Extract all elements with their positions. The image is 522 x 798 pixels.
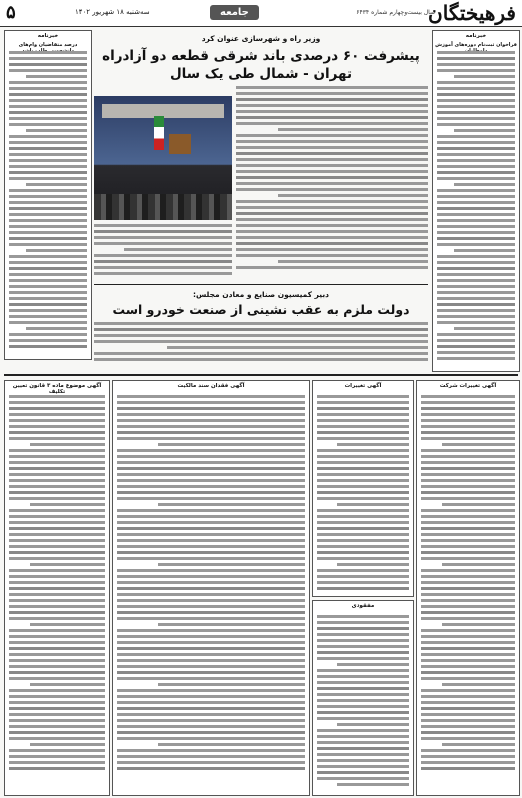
- notice-title-1: آگهی تغییرات شرکت: [439, 383, 497, 389]
- notice-title-3: مفقودی: [351, 603, 375, 609]
- notice-title-4: آگهی فقدان سند مالکیت: [177, 383, 245, 389]
- notice-body-5: [9, 395, 105, 791]
- left-column-box: [4, 30, 92, 360]
- divider: [94, 284, 428, 285]
- main-headline-2: تهران - شمال طی یک سال: [169, 66, 353, 82]
- notice-title-5: آگهی موضوع ماده ۳ قانون تعیین تکلیف: [12, 383, 102, 395]
- issue-date: سه‌شنبه ۱۸ شهریور ۱۴۰۲: [75, 8, 150, 16]
- right-column-title: فراخوان ثبت‌نام دوره‌های آموزش: [435, 42, 517, 48]
- right-column-body: [437, 51, 515, 367]
- ads-divider: [4, 374, 518, 376]
- left-column-body: [9, 51, 87, 355]
- page-number: ۵: [6, 2, 16, 23]
- right-column-box: [432, 30, 520, 372]
- second-kicker: دبیر کمیسیون صنایع و معادن مجلس:: [192, 290, 330, 299]
- main-article-photo: [94, 96, 232, 220]
- notice-title-2: آگهی تغییرات: [344, 383, 382, 389]
- second-article-body: [94, 322, 428, 368]
- newspaper-logo: فرهیختگان: [428, 1, 516, 25]
- notice-box-3: [312, 600, 414, 796]
- main-article-body-lower: [94, 224, 232, 280]
- right-column-kicker: خبرنامه: [465, 33, 487, 39]
- section-title: جامعه: [210, 5, 259, 20]
- notice-box-5: [4, 380, 110, 796]
- notice-box-1: [416, 380, 520, 796]
- notice-body-4: [117, 395, 305, 791]
- notice-body-1: [421, 395, 515, 791]
- left-column-title: درصد متقاضیان وام‌های: [18, 42, 78, 48]
- second-headline: دولت ملزم به عقب نشینی از صنعت خودرو است: [112, 302, 410, 317]
- notice-box-4: [112, 380, 310, 796]
- left-column-kicker: خبرنامه: [37, 33, 59, 39]
- notice-box-2: [312, 380, 414, 597]
- flag-graphic: [154, 116, 164, 150]
- notice-body-3: [317, 615, 409, 791]
- main-headline-1: پیشرفت ۶۰ درصدی باند شرقی قطعه دو آزادراه: [102, 48, 420, 64]
- issue-info: سال بیست‌وچهارم شماره ۶۴۳۴: [356, 9, 435, 16]
- podium-graphic: [169, 134, 191, 154]
- main-kicker: وزیر راه و شهرسازی عنوان کرد: [201, 34, 321, 43]
- main-article-body: [236, 86, 428, 280]
- masthead: [0, 0, 522, 27]
- audience-graphic: [94, 194, 232, 220]
- notice-body-2: [317, 395, 409, 592]
